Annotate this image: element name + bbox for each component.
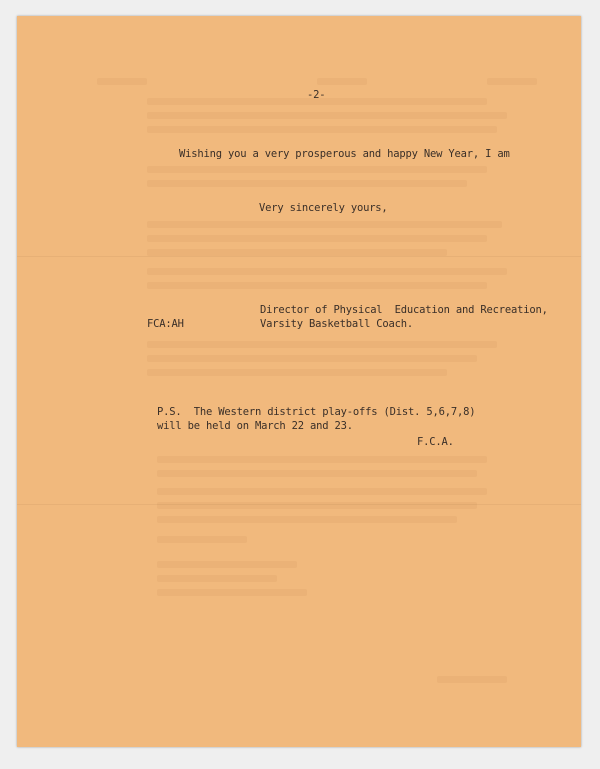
bleed-through-line (157, 456, 487, 463)
paper-fold (17, 256, 581, 257)
bleed-through-line (157, 589, 307, 596)
bleed-through-line (147, 180, 467, 187)
letter-page (17, 16, 581, 747)
bleed-through-line (147, 341, 497, 348)
bleed-through-line (147, 166, 487, 173)
bleed-through-line (437, 676, 507, 683)
signature-title-line1: Director of Physical Education and Recreation, (260, 304, 548, 316)
page-number: -2- (307, 89, 326, 101)
bleed-through-line (157, 536, 247, 543)
bleed-through-line (317, 78, 367, 85)
bleed-through-line (147, 355, 477, 362)
bleed-through-line (147, 221, 502, 228)
bleed-through-line (147, 268, 507, 275)
postscript-line1: P.S. The Western district play-offs (Dist. 5,6,7,8) (157, 406, 476, 418)
bleed-through-line (147, 369, 447, 376)
bleed-through-line (487, 78, 537, 85)
bleed-through-line (97, 78, 147, 85)
bleed-through-line (157, 561, 297, 568)
bleed-through-line (147, 235, 487, 242)
closing-sentence: Wishing you a very prosperous and happy New Year, I am (179, 148, 510, 160)
paper-fold (17, 504, 581, 505)
bleed-through-line (157, 516, 457, 523)
bleed-through-line (147, 282, 487, 289)
bleed-through-line (157, 575, 277, 582)
postscript-signature: F.C.A. (417, 436, 454, 448)
bleed-through-line (147, 249, 447, 256)
bleed-through-line (147, 126, 497, 133)
valediction: Very sincerely yours, (259, 202, 388, 214)
bleed-through-line (157, 488, 487, 495)
bleed-through-line (147, 112, 507, 119)
reference-initials: FCA:AH (147, 318, 184, 330)
signature-title-line2: Varsity Basketball Coach. (260, 318, 414, 330)
bleed-through-line (157, 470, 477, 477)
postscript-line2: will be held on March 22 and 23. (157, 420, 353, 432)
